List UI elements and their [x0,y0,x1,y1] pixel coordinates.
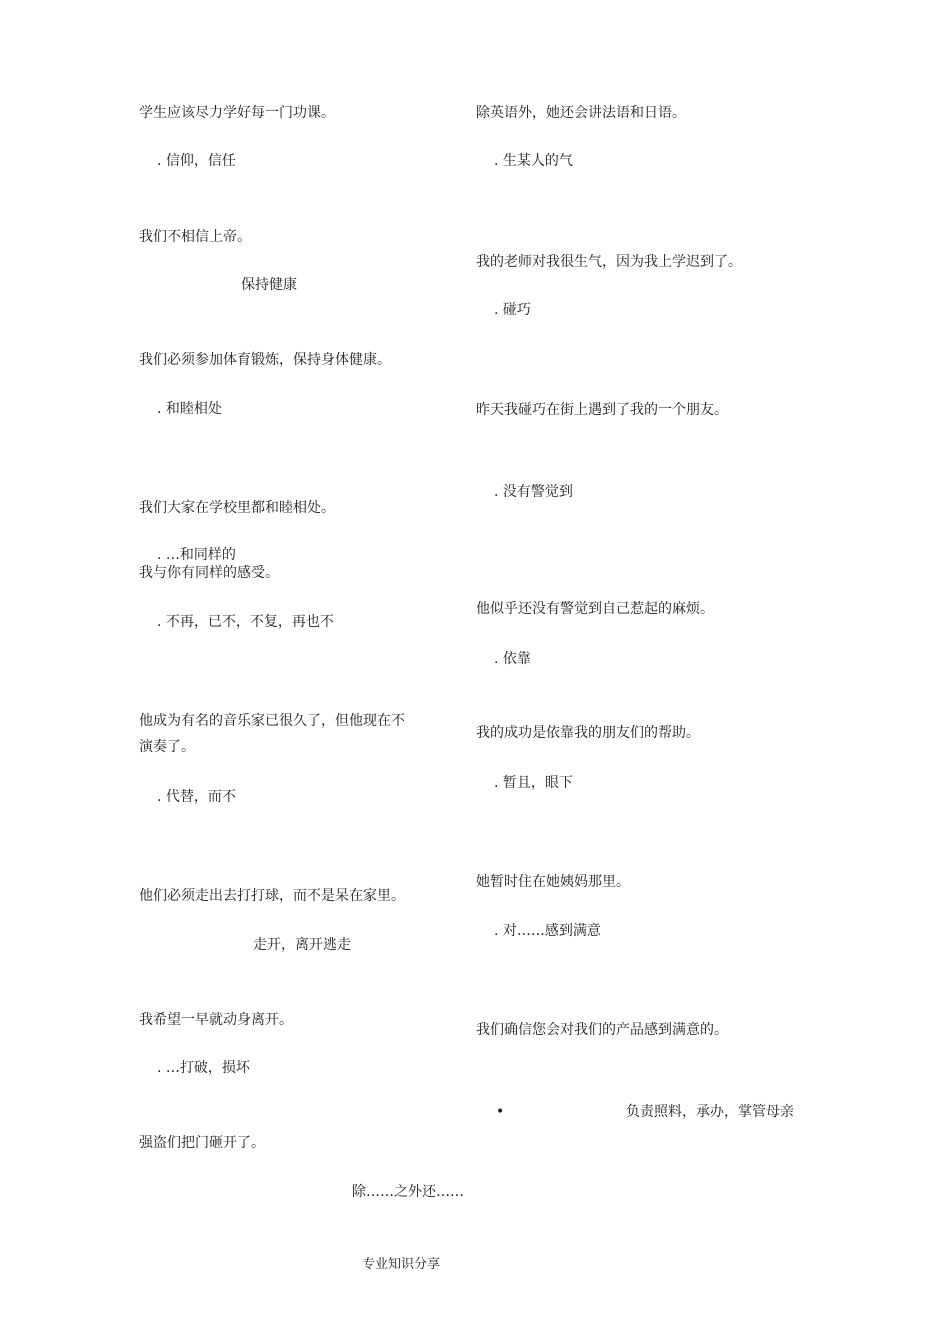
vocab-entry: . …和同样的 [157,547,236,563]
vocab-entry: 保持健康 [241,277,297,293]
sentence-text: 昨天我碰巧在街上遇到了我的一个朋友。 [476,402,728,418]
vocab-entry: . 没有警觉到 [494,484,573,500]
sentence-text: 我的老师对我很生气，因为我上学迟到了。 [476,254,742,270]
sentence-text: 我们必须参加体育锻炼，保持身体健康。 [139,352,391,368]
vocab-entry: 负责照料，承办，掌管母亲 [626,1104,794,1120]
sentence-text: 我们确信您会对我们的产品感到满意的。 [476,1022,728,1038]
sentence-text: 她暂时住在她姨妈那里。 [476,874,630,890]
sentence-text: 我与你有同样的感受。 [139,565,279,581]
vocab-entry: . 不再，已不，不复，再也不 [157,614,334,630]
vocab-entry: . 对……感到满意 [494,923,601,939]
sentence-text: 我们不相信上帝。 [139,229,251,245]
vocab-entry: . 暂且，眼下 [494,775,573,791]
sentence-text-continued: 演奏了。 [139,739,195,755]
bullet-icon: • [496,1104,505,1120]
sentence-text: 他们必须走出去打打球，而不是呆在家里。 [139,888,405,904]
vocab-entry: . 碰巧 [494,302,531,318]
sentence-text: 强盗们把门砸开了。 [139,1135,265,1151]
sentence-text: 我希望一早就动身离开。 [139,1012,293,1028]
vocab-entry: . 信仰，信任 [157,153,236,169]
sentence-text: 我的成功是依靠我的朋友们的帮助。 [476,725,700,741]
vocab-entry: 走开，离开逃走 [253,937,351,953]
sentence-text: 除英语外，她还会讲法语和日语。 [476,105,686,121]
vocab-entry: . 代替，而不 [157,789,236,805]
page-footer: 专业知识分享 [362,1257,441,1272]
vocab-entry-centered: 除……之外还…… [352,1184,464,1200]
sentence-text: 我们大家在学校里都和睦相处。 [139,500,335,516]
sentence-text: 他成为有名的音乐家已很久了，但他现在不 [139,713,405,729]
sentence-text: 他似乎还没有警觉到自己惹起的麻烦。 [476,601,714,617]
vocab-entry: . 和睦相处 [157,401,222,417]
vocab-entry: . 生某人的气 [494,153,573,169]
vocab-entry: . …打破，损坏 [157,1060,250,1076]
sentence-text: 学生应该尽力学好每一门功课。 [139,105,335,121]
vocab-entry: . 依靠 [494,651,531,667]
